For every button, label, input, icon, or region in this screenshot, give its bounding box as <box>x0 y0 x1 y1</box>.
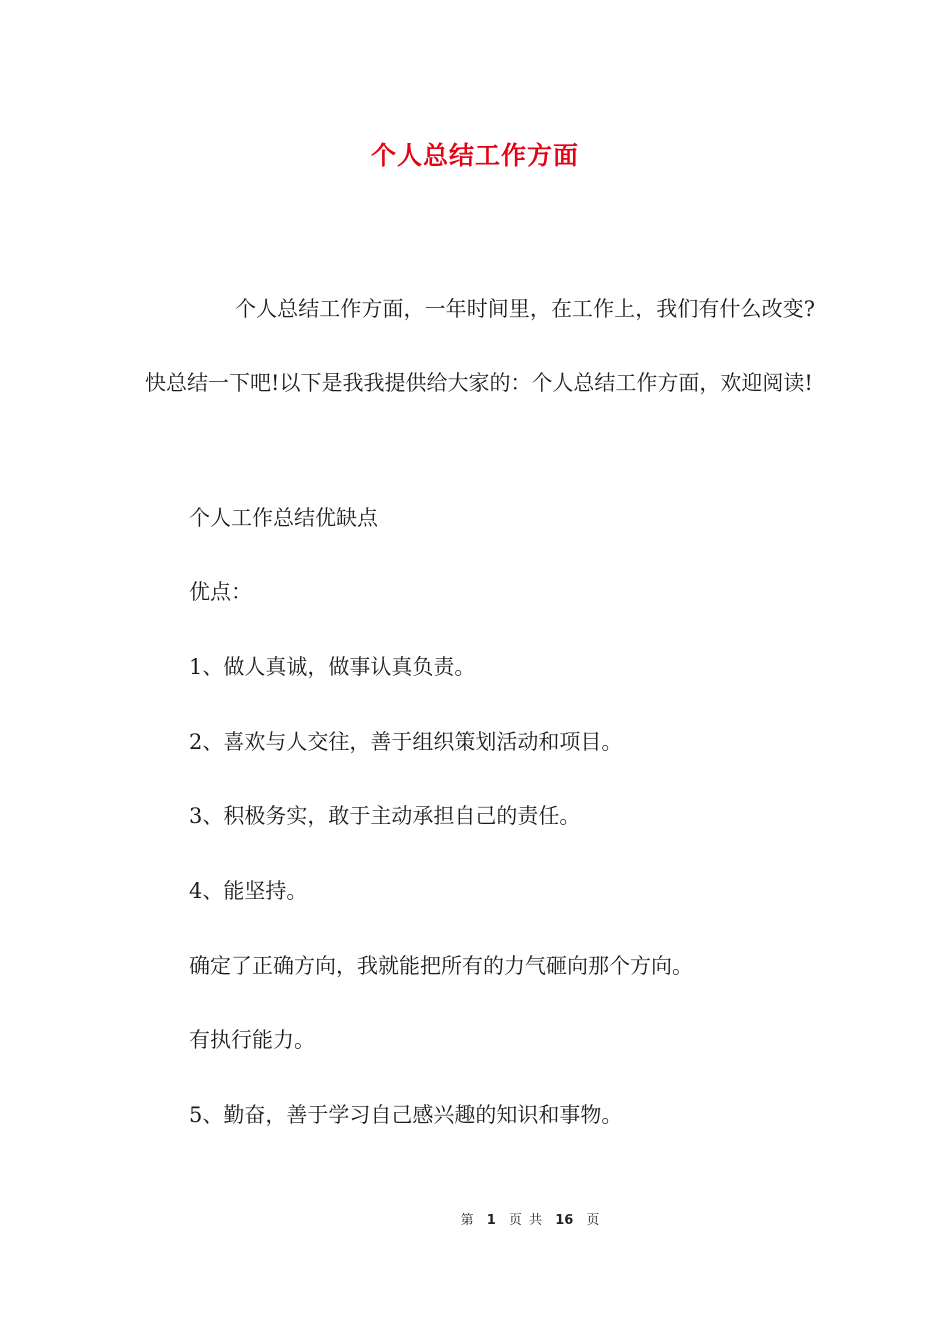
current-page-number: 1 <box>486 1213 496 1228</box>
body-paragraph: 确定了正确方向，我就能把所有的力气砸向那个方向。 <box>189 954 693 978</box>
list-item: 4、能坚持。 <box>189 879 308 903</box>
list-item: 3、积极务实，敢于主动承担自己的责任。 <box>189 804 581 828</box>
document-title: 个人总结工作方面 <box>370 141 579 170</box>
body-paragraph: 有执行能力。 <box>189 1028 315 1052</box>
total-page-count: 16 <box>555 1213 574 1228</box>
list-item: 5、勤奋，善于学习自己感兴趣的知识和事物。 <box>189 1103 623 1127</box>
page-footer <box>0 1209 950 1228</box>
section-heading: 个人工作总结优缺点 <box>189 506 378 530</box>
subheading-strengths: 优点： <box>189 580 252 604</box>
footer-middle: 页 共 <box>508 1213 543 1228</box>
list-item: 2、喜欢与人交往，善于组织策划活动和项目。 <box>189 730 623 754</box>
footer-prefix: 第 <box>460 1213 474 1228</box>
list-item: 1、做人真诚，做事认真负责。 <box>189 655 476 679</box>
intro-paragraph: 个人总结工作方面，一年时间里，在工作上，我们有什么改变?快总结一下吧!以下是我我提供给大家的：个人总结工作方面，欢迎阅读! <box>145 297 815 395</box>
footer-suffix: 页 <box>586 1213 600 1228</box>
